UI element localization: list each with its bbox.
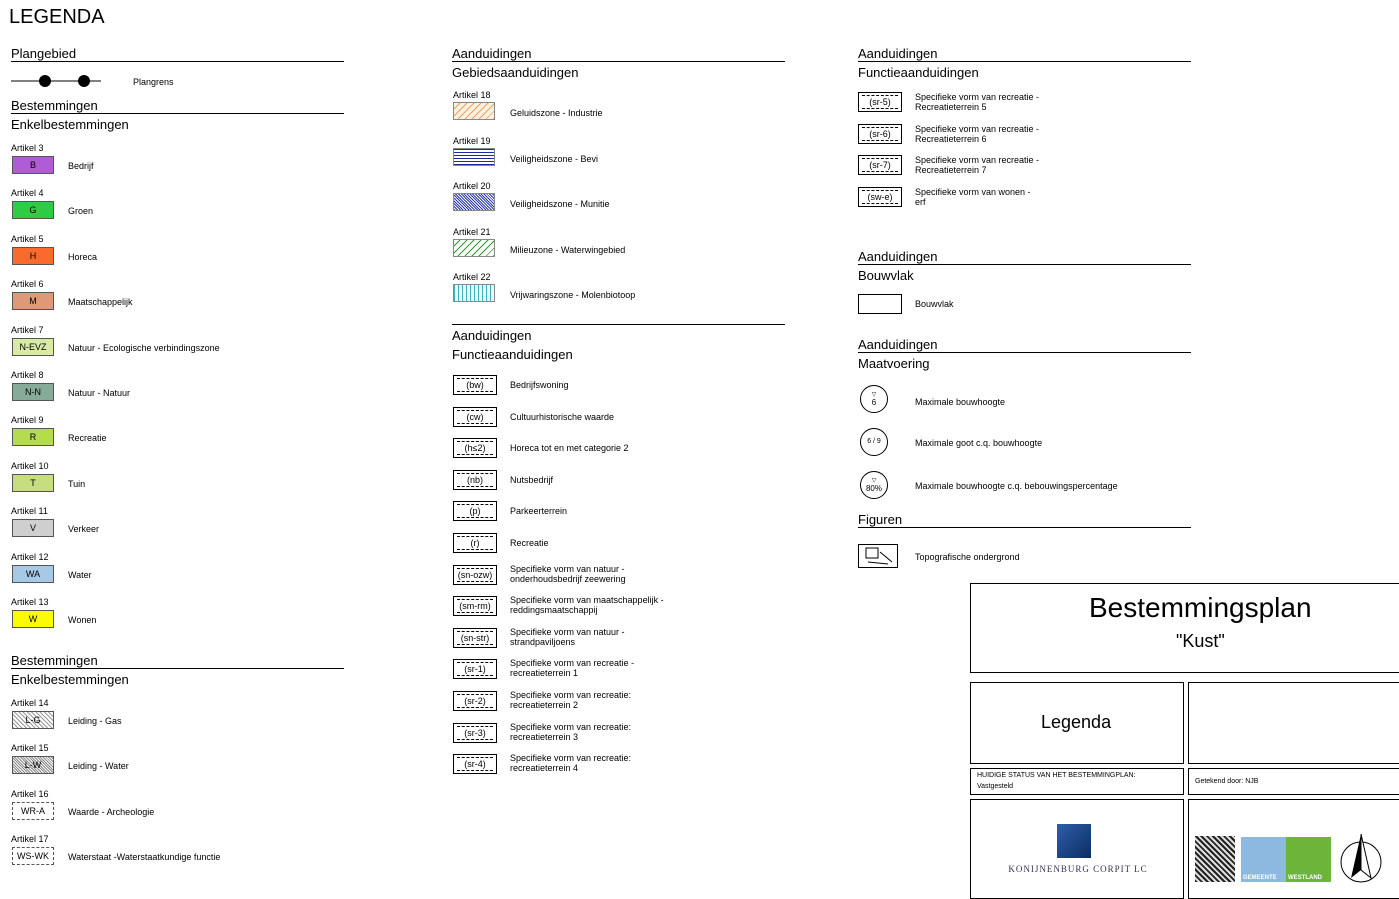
- item-label: Specifieke vorm van recreatie -: [915, 92, 1040, 102]
- function-code-box: (p): [453, 501, 497, 521]
- item-label-2: onderhoudsbedrijf zeewering: [510, 573, 626, 584]
- aanduidingen-heading-2: Aanduidingen: [452, 328, 532, 343]
- function-code-box: (cw): [453, 407, 497, 427]
- item-label-2: Recreatieterrein 7: [915, 165, 987, 176]
- function-code-box: (nb): [453, 470, 497, 490]
- article-number: Artikel 13: [11, 597, 49, 607]
- item-label: Veiligheidszone - Bevi: [510, 153, 599, 164]
- item-label: Specifieke vorm van recreatie:: [510, 690, 632, 700]
- item-label: Leiding - Gas: [68, 716, 122, 726]
- divider: [11, 668, 344, 669]
- westland-blue: [1241, 837, 1286, 882]
- color-swatch: N-EVZ: [12, 338, 54, 356]
- gebiedsaanduidingen-heading: Gebiedsaanduidingen: [452, 65, 579, 80]
- item-label: Specifieke vorm van wonen -: [915, 186, 1031, 197]
- divider: [858, 352, 1191, 353]
- article-number: Artikel 8: [11, 370, 44, 380]
- item-label: Natuur - Ecologische verbindingszone: [68, 342, 220, 353]
- function-code-box: (sr-3): [453, 723, 497, 743]
- plangebied-heading: Plangebied: [11, 46, 77, 61]
- topografie-icon: [858, 544, 898, 568]
- color-swatch: WA: [12, 565, 54, 583]
- item-label: Bedrijf: [68, 161, 94, 171]
- color-swatch: M: [12, 292, 54, 310]
- item-label: Groen: [68, 206, 94, 217]
- divider: [11, 113, 344, 114]
- item-label: Specifieke vorm van recreatie:: [510, 721, 632, 732]
- article-number: Artikel 19: [453, 135, 491, 146]
- function-code-box: (sw-e): [858, 187, 902, 207]
- item-label: Horeca tot en met categorie 2: [510, 443, 629, 454]
- article-number: Artikel 15: [11, 743, 49, 754]
- item-label: Specifieke vorm van natuur -: [510, 563, 625, 574]
- item-label: Specifieke vorm van recreatie -: [915, 155, 1040, 166]
- article-number: Artikel 18: [453, 90, 491, 100]
- maat-label-3: Maximale bouwhoogte c.q. bebouwingspercentage: [915, 481, 1118, 491]
- bestemmingen-heading-2: Bestemmingen: [11, 653, 98, 668]
- pattern-swatch: L-W: [12, 756, 54, 774]
- function-code-box: (sr-6): [858, 124, 902, 144]
- function-code-box: (sn-ozw): [453, 565, 497, 585]
- item-label-2: strandpaviljoens: [510, 636, 576, 647]
- article-number: Artikel 5: [11, 233, 44, 244]
- status-label: HUIDIGE STATUS VAN HET BESTEMMINGPLAN:: [977, 772, 1136, 779]
- pattern-swatch: L-G: [12, 711, 54, 729]
- item-label: Natuur - Natuur: [68, 388, 131, 398]
- function-code-box: (h≤2): [453, 438, 497, 458]
- legenda-text: Legenda: [1041, 712, 1112, 732]
- plangrens-label: Plangrens: [133, 77, 174, 87]
- item-label: Parkeerterrein: [510, 506, 568, 517]
- empty-box: [1188, 682, 1399, 764]
- item-label: Horeca: [68, 251, 98, 262]
- item-label: Verkeer: [68, 524, 100, 535]
- item-label: Nutsbedrijf: [510, 474, 554, 485]
- enkelbestemmingen-heading: Enkelbestemmingen: [11, 117, 129, 132]
- maat-label-1: Maximale bouwhoogte: [915, 397, 1006, 407]
- max-bouwhoogte-symbol: ▽ 6: [860, 385, 888, 413]
- function-code-box: (sr-2): [453, 691, 497, 711]
- titleblock-header: [970, 583, 1399, 673]
- function-code-box: (bw): [453, 375, 497, 395]
- pattern-swatch: WR-A: [12, 802, 54, 820]
- legenda-box: [970, 682, 1184, 764]
- item-label: Geluidszone - Industrie: [510, 108, 603, 118]
- item-label: Specifieke vorm van recreatie -: [510, 658, 635, 669]
- drawn-by: Getekend door: NJB: [1195, 778, 1259, 785]
- item-label: Leiding - Water: [68, 761, 129, 772]
- item-label: Specifieke vorm van recreatie:: [510, 753, 632, 764]
- item-label-2: recreatieterrein 4: [510, 763, 579, 774]
- item-label: Recreatie: [510, 538, 549, 548]
- color-swatch: R: [12, 428, 54, 446]
- item-label-2: Recreatieterrein 5: [915, 102, 987, 112]
- article-number: Artikel 20: [453, 181, 491, 191]
- item-label-2: erf: [915, 196, 926, 207]
- item-label: Bedrijfswoning: [510, 380, 569, 390]
- item-label: Recreatie: [68, 433, 107, 444]
- bouwvlak-symbol: [858, 294, 902, 314]
- plan-type: Bestemmingsplan: [1089, 592, 1312, 623]
- divider: [858, 527, 1191, 528]
- function-code-box: (sr-5): [858, 92, 902, 112]
- item-label: Milieuzone - Waterwingebied: [510, 244, 626, 255]
- article-number: Artikel 21: [453, 226, 491, 237]
- color-swatch: N-N: [12, 383, 54, 401]
- company-box: [970, 799, 1184, 899]
- aanduidingen-heading: Aanduidingen: [452, 46, 532, 61]
- aanduidingen-heading-r1: Aanduidingen: [858, 46, 938, 61]
- aanduidingen-heading-r3: Aanduidingen: [858, 337, 938, 352]
- article-number: Artikel 9: [11, 415, 44, 426]
- article-number: Artikel 11: [11, 506, 48, 517]
- municipality-emblem: [1195, 836, 1235, 882]
- maatvoering-heading: Maatvoering: [858, 356, 930, 371]
- page-title: LEGENDA: [9, 6, 105, 28]
- function-code-box: (sr-7): [858, 155, 902, 175]
- company-name: KONIJNENBURG CORPIT LC: [1008, 864, 1148, 874]
- article-number: Artikel 7: [11, 324, 44, 335]
- item-label: Water: [68, 569, 92, 580]
- topografie-label: Topografische ondergrond: [915, 552, 1020, 562]
- item-label: Waterstaat -Waterstaatkundige functie: [68, 852, 221, 863]
- status-value: Vastgesteld: [977, 783, 1014, 790]
- item-label: Tuin: [68, 478, 86, 489]
- gemeente-text: GEMEENTE: [1243, 875, 1277, 881]
- figuren-heading: Figuren: [858, 512, 903, 527]
- symbol-text: 6 / 9: [867, 438, 881, 445]
- aanduidingen-heading-r2: Aanduidingen: [858, 249, 938, 264]
- item-label: Cultuurhistorische waarde: [510, 411, 615, 422]
- color-swatch: G: [12, 201, 54, 219]
- article-number: Artikel 6: [11, 279, 44, 290]
- divider: [11, 61, 344, 62]
- status-box: [970, 768, 1184, 795]
- article-number: Artikel 16: [11, 788, 49, 799]
- symbol-text: 6: [871, 398, 877, 407]
- bouwvlak-heading: Bouwvlak: [858, 268, 914, 283]
- functieaanduidingen-heading-r: Functieaanduidingen: [858, 65, 979, 80]
- function-code-box: (sr-1): [453, 659, 497, 679]
- color-swatch: T: [12, 474, 54, 492]
- item-label: Veiligheidszone - Munitie: [510, 199, 610, 209]
- color-swatch: V: [12, 519, 54, 537]
- item-label: Waarde - Archeologie: [68, 806, 155, 817]
- max-goot-symbol: [860, 428, 888, 456]
- plan-name: "Kust": [1176, 631, 1225, 651]
- item-label: Specifieke vorm van maatschappelijk -: [510, 595, 664, 606]
- pattern-swatch: [453, 193, 495, 211]
- item-label-2: recreatieterrein 1: [510, 668, 579, 679]
- article-number: Artikel 22: [453, 272, 491, 282]
- plangrens-symbol: [11, 72, 101, 90]
- pattern-swatch: [453, 284, 495, 302]
- item-label: Maatschappelijk: [68, 297, 133, 308]
- drawn-box: [1188, 768, 1399, 795]
- color-swatch: B: [12, 156, 54, 174]
- westland-green: [1286, 837, 1331, 882]
- divider: [858, 61, 1191, 62]
- north-arrow-icon: [1337, 832, 1385, 886]
- pattern-swatch: [453, 148, 495, 166]
- divider: [452, 324, 785, 325]
- item-label-2: reddingsmaatschappij: [510, 605, 598, 616]
- municipality-box: [1188, 799, 1399, 899]
- symbol-text: 80%: [865, 484, 882, 493]
- pattern-swatch: [453, 239, 495, 257]
- enkelbestemmingen-heading-2: Enkelbestemmingen: [11, 672, 129, 687]
- color-swatch: H: [12, 247, 54, 265]
- westland-text: WESTLAND: [1288, 875, 1322, 881]
- item-label: Specifieke vorm van natuur -: [510, 626, 625, 637]
- divider: [858, 264, 1191, 265]
- maat-label-2: Maximale goot c.q. bouwhoogte: [915, 438, 1043, 448]
- article-number: Artikel 12: [11, 551, 49, 562]
- article-number: Artikel 10: [11, 460, 49, 471]
- pattern-swatch: [453, 102, 495, 120]
- max-bebouwing-symbol: ▽ 80%: [860, 471, 888, 499]
- item-label: Wonen: [68, 615, 97, 625]
- color-swatch: W: [12, 610, 54, 628]
- divider: [452, 61, 785, 62]
- bouwvlak-label: Bouwvlak: [915, 299, 954, 309]
- company-logo: [1057, 824, 1091, 858]
- pattern-swatch: WS-WK: [12, 847, 54, 865]
- functieaanduidingen-heading: Functieaanduidingen: [452, 347, 573, 362]
- item-label-2: recreatieterrein 2: [510, 700, 579, 710]
- item-label: Vrijwaringszone - Molenbiotoop: [510, 290, 636, 300]
- article-number: Artikel 14: [11, 698, 49, 708]
- article-number: Artikel 4: [11, 188, 44, 199]
- item-label: Specifieke vorm van recreatie -: [915, 123, 1040, 134]
- function-code-box: (r): [453, 533, 497, 553]
- function-code-box: (sn-str): [453, 628, 497, 648]
- article-number: Artikel 3: [11, 143, 44, 153]
- function-code-box: (sr-4): [453, 754, 497, 774]
- article-number: Artikel 17: [11, 834, 49, 845]
- bestemmingen-heading: Bestemmingen: [11, 98, 98, 113]
- item-label-2: Recreatieterrein 6: [915, 133, 987, 144]
- item-label-2: recreatieterrein 3: [510, 731, 579, 742]
- function-code-box: (sm-rm): [453, 596, 497, 616]
